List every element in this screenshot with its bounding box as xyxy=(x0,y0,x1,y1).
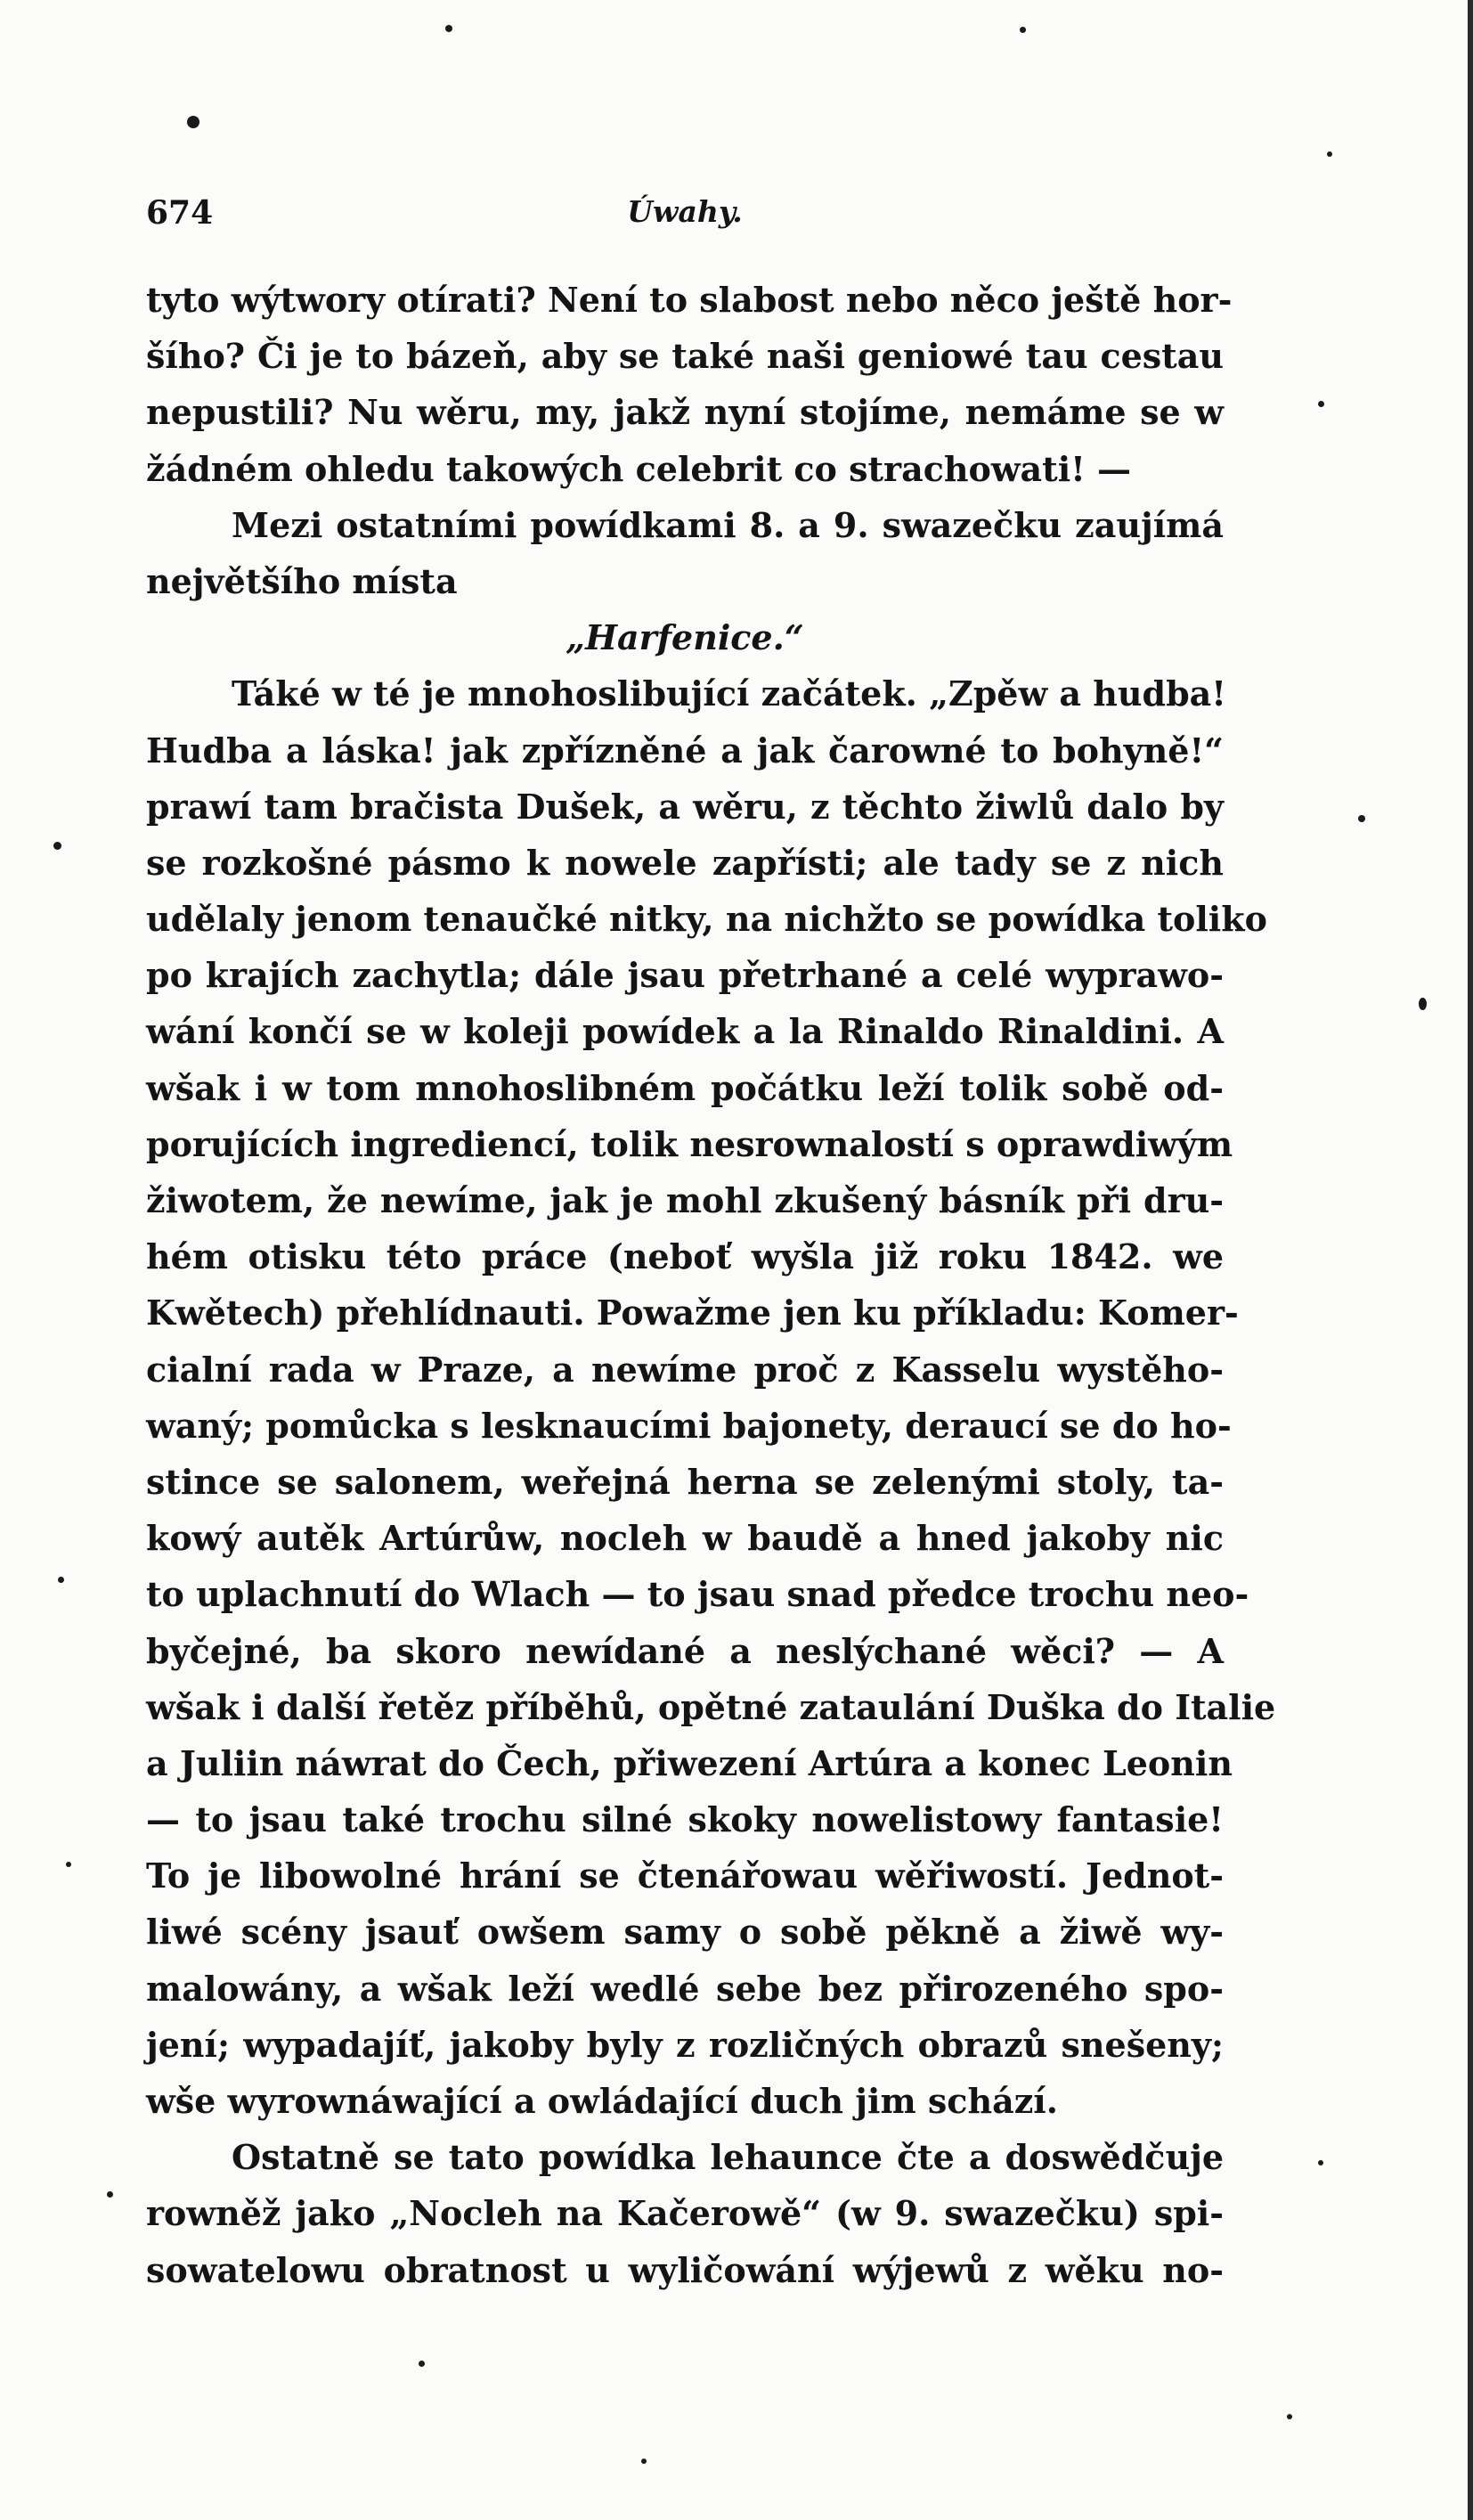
text-line: a Juliin náwrat do Čech, přiwezení Artúra a konec Leonin xyxy=(146,1742,1233,1783)
text-line: se rozkošné pásmo k nowele zapřísti; ale tady se z nich xyxy=(146,842,1224,883)
text-line: — to jsau také trochu silné skoky nowelistowy fantasie! xyxy=(146,1799,1224,1840)
text-line: Ostatně se tato powídka lehaunce čte a doswědčuje xyxy=(232,2137,1224,2178)
print-speck xyxy=(419,2361,425,2367)
print-speck xyxy=(58,1577,64,1583)
text-line: stince se salonem, weřejná herna se zelenými stoly, ta- xyxy=(146,1461,1224,1502)
text-line: Hudba a láska! jak zpřízněné a jak čarowné to bohyně!“ xyxy=(146,730,1224,771)
text-line: wše wyrownáwající a owládající duch jim schází. xyxy=(146,2081,1058,2121)
text-line: porujících ingrediencí, tolik nesrownalostí s oprawdiwým xyxy=(146,1123,1233,1164)
text-line: malowány, a wšak leží wedlé sebe bez přirozeného spo- xyxy=(146,1968,1224,2009)
text-line: jení; wypadajíť, jakoby byly z rozličných obrazů snešeny; xyxy=(146,2024,1224,2065)
print-speck xyxy=(445,25,452,32)
text-line: největšího místa xyxy=(146,560,458,601)
text-line: žádném ohledu takowých celebrit co strachowati! — xyxy=(146,448,1132,489)
text-line: Táké w té je mnohoslibující začátek. „Zpěw a hudba! xyxy=(232,673,1226,714)
page-number: 674 xyxy=(146,194,214,232)
text-line: Mezi ostatními powídkami 8. a 9. swazečku zaujímá xyxy=(232,504,1224,545)
text-line: To je libowolné hrání se čtenářowau wěřiwostí. Jednot- xyxy=(146,1855,1224,1896)
print-speck xyxy=(66,1862,71,1867)
text-line: to uplachnutí do Wlach — to jsau snad předce trochu neo- xyxy=(146,1574,1249,1615)
text-line: kowý autěk Artúrůw, nocleh w baudě a hned jakoby nic xyxy=(146,1518,1224,1559)
text-line: Kwětech) přehlídnauti. Powažme jen ku příkladu: Komer- xyxy=(146,1293,1239,1333)
text-line: wšak i další řetěz příběhů, opětné zataulání Duška do Italie xyxy=(146,1686,1276,1727)
text-line: žiwotem, že newíme, jak je mohl zkušený básník při dru- xyxy=(146,1180,1224,1220)
print-speck xyxy=(1327,151,1332,157)
text-line: wání končí se w koleji powídek a la Rinaldo Rinaldini. A xyxy=(146,1011,1224,1052)
text-line: cialní rada w Praze, a newíme proč z Kasselu wystěho- xyxy=(146,1349,1224,1390)
text-line: sowatelowu obratnost u wyličowání wýjewů z wěku no- xyxy=(146,2249,1224,2290)
text-line: byčejné, ba skoro newídané a neslýchané wěci? — A xyxy=(146,1630,1224,1671)
page-edge-shadow xyxy=(1468,0,1473,2520)
body-text xyxy=(146,272,1276,2298)
text-line: liwé scény jsauť owšem samy o sobě pěkně a žiwě wy- xyxy=(146,1912,1224,1953)
text-line: prawí tam bračista Dušek, a wěru, z těchto žiwlů dalo by xyxy=(146,786,1224,827)
text-line: nepustili? Nu wěru, my, jakž nyní stojíme, nemáme se w xyxy=(146,392,1224,433)
print-speck xyxy=(1318,2160,1323,2165)
text-line: po krajích zachytla; dále jsau přetrhané a celé wyprawo- xyxy=(146,955,1224,996)
print-speck xyxy=(1287,2414,1292,2419)
text-line: tyto wýtwory otírati? Není to slabost nebo něco ještě hor- xyxy=(146,280,1233,320)
print-speck xyxy=(1419,998,1427,1010)
print-speck xyxy=(1020,27,1026,33)
print-speck xyxy=(1318,401,1324,407)
page-header xyxy=(146,194,1224,239)
print-speck xyxy=(107,2191,113,2198)
text-line: waný; pomůcka s lesknaucími bajonety, deraucí se do ho- xyxy=(146,1405,1232,1446)
section-heading: „Harfenice.“ xyxy=(566,617,804,658)
print-speck xyxy=(53,842,61,850)
running-title: Úwahy. xyxy=(627,194,743,229)
print-speck xyxy=(1358,815,1365,822)
text-line: rowněž jako „Nocleh na Kačerowě“ (w 9. swazečku) spi- xyxy=(146,2193,1224,2234)
text-line: udělaly jenom tenaučké nitky, na nichžto se powídka toliko xyxy=(146,899,1267,940)
print-speck xyxy=(641,2459,647,2464)
print-speck xyxy=(187,116,199,128)
text-line: šího? Či je to bázeň, aby se také naši geniowé tau cestau xyxy=(146,336,1224,377)
text-line: hém otisku této práce (neboť wyšla již roku 1842. we xyxy=(146,1236,1224,1277)
text-line: wšak i w tom mnohoslibném počátku leží tolik sobě od- xyxy=(146,1067,1224,1108)
